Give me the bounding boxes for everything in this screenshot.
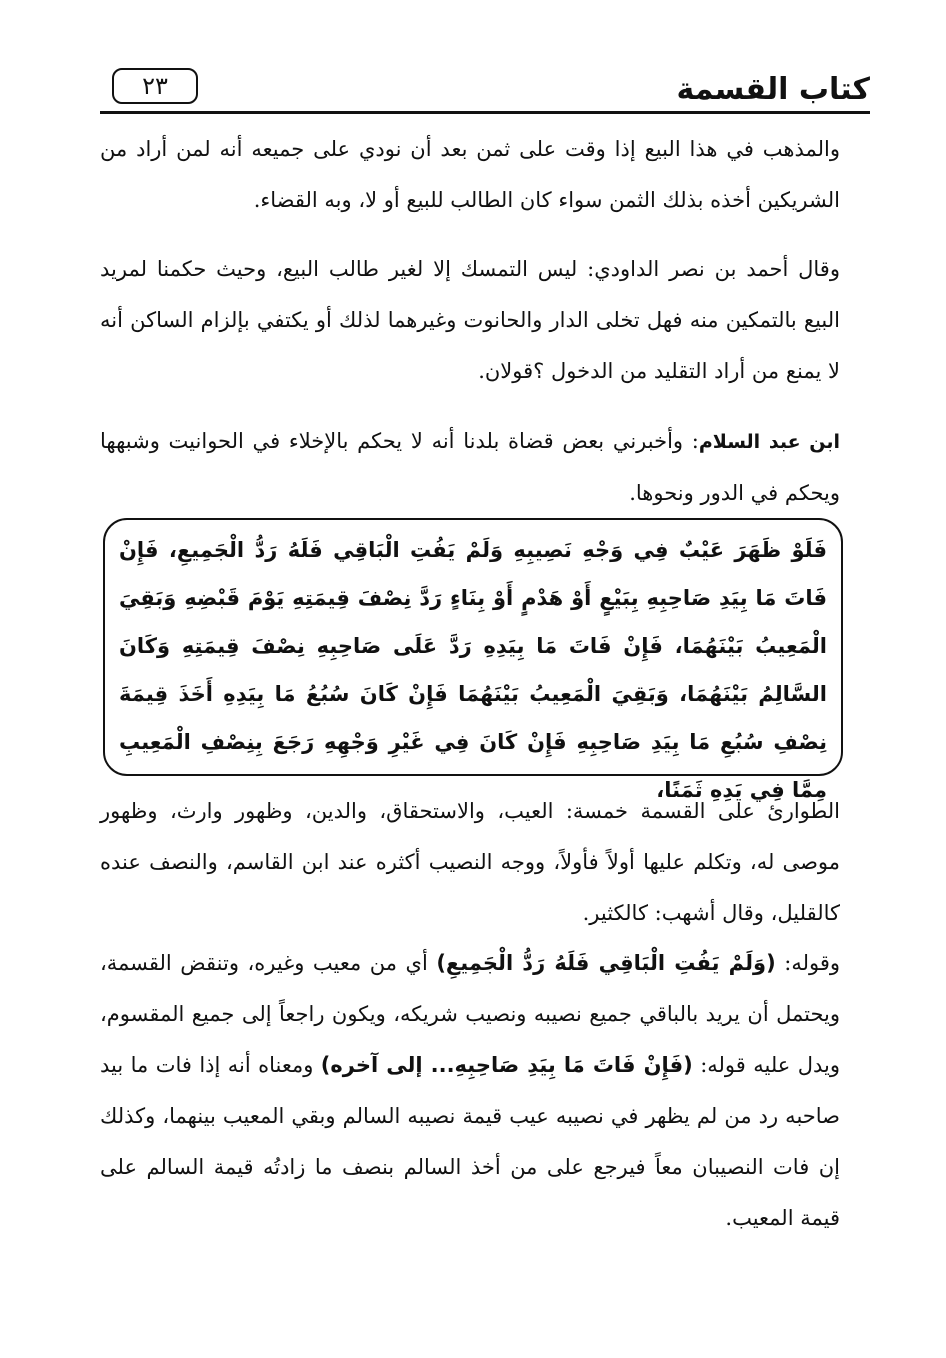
paragraph-ibn-abd-al-salam: [100, 416, 840, 519]
header-rule: [100, 111, 870, 114]
page-header: [100, 58, 870, 114]
commentary-end: ومعناه أنه إذا فات ما بيد صاحبه رد من لم يظهر في نصيبه عيب قيمة نصيبه السالم وبقي المعيب بينهما، وكذلك إن فات النصيبان معاً فيرجع على من أخذ السالم بنصف ما زادتُه قيمة السالم على قيمة المعيب.: [100, 1053, 840, 1230]
matn-quote-text: فَلَوْ ظَهَرَ عَيْبٌ فِي وَجْهِ نَصِيبِهِ وَلَمْ يَفُتِ الْبَاقِي فَلَهُ رَدُّ الْجَمِيعِ، فَإِنْ فَاتَ مَا بِيَدِ صَاحِبِهِ بِبَيْعٍ أَوْ هَدْمٍ أَوْ بِنَاءٍ رَدَّ نِصْفَ قِيمَتِهِ يَوْمَ قَبْضِهِ وَبَقِيَ الْمَعِيبُ بَيْنَهُمَا، فَإِنْ فَاتَ مَا بِيَدِهِ رَدَّ عَلَى صَاحِبِهِ نِصْفَ قِيمَتِهِ وَكَانَ السَّالِمُ بَيْنَهُمَا، وَبَقِيَ الْمَعِيبُ بَيْنَهُمَا فَإِنْ كَانَ سُبُعُ مَا بِيَدِهِ أَخَذَ قِيمَةَ نِصْفِ سُبُعِ مَا بِيَدِ صَاحِبِهِ فَإِنْ كَانَ فِي غَيْرِ وَجْهِهِ رَجَعَ بِنِصْفِ الْمَعِيبِ مِمَّا فِي يَدِهِ ثَمَنًا،: [119, 538, 827, 802]
paragraph-commentary: [100, 938, 840, 1244]
matn-quote-box: [103, 518, 843, 802]
paragraph-text: : وأخبرني بعض قضاة بلدنا أنه لا يحكم بالإخلاء في الحوانيت وشبهها ويحكم في الدور ونحوها.: [100, 429, 840, 505]
paragraph-tawari: الطوارئ على القسمة خمسة: العيب، والاستحقاق، والدين، وظهور وارث، وظهور موصى له، وتكلم عليها أولاً فأولاً، ووجه النصيب أكثره عند ابن القاسم، والنصف عنده كالقليل، وقال أشهب: كالكثير.: [100, 799, 840, 925]
book-title: كتاب القسمة: [676, 72, 870, 107]
commentary-middle: أي من معيب وغيره، وتنقض القسمة، ويحتمل أن يريد بالباقي جميع نصيبه ونصيب شريكه، ويكون راجعاً إلى جميع المقسوم، ويدل عليه قوله:: [100, 951, 841, 1077]
page-number: ٢٣: [112, 68, 198, 104]
quoted-phrase-2: (فَإِنْ فَاتَ مَا بِيَدِ صَاحِبِهِ... إلى آخره): [320, 1053, 693, 1077]
quoted-phrase-1: (وَلَمْ يَفُتِ الْبَاقِي فَلَهُ رَدُّ الْجَمِيعِ): [436, 951, 776, 975]
paragraph-dawudi: وقال أحمد بن نصر الداودي: ليس التمسك إلا لغير طالب البيع، وحيث حكمنا لمريد البيع بالتمكين منه فهل تخلى الدار والحانوت وغيرهما لذلك أو يكتفي بإلزام الساكن أنه لا يمنع من أراد التقليد من الدخول ؟قولان.: [100, 257, 840, 383]
commentary-intro: وقوله:: [775, 951, 840, 975]
paragraph-madhhab: والمذهب في هذا البيع إذا وقت على ثمن بعد أن نودي على جميعه أنه لمن أراد من الشريكين أخذه بذلك الثمن سواء كان الطالب للبيع أو لا، وبه القضاء.: [100, 137, 840, 212]
speaker-label: ابن عبد السلام: [698, 431, 840, 453]
